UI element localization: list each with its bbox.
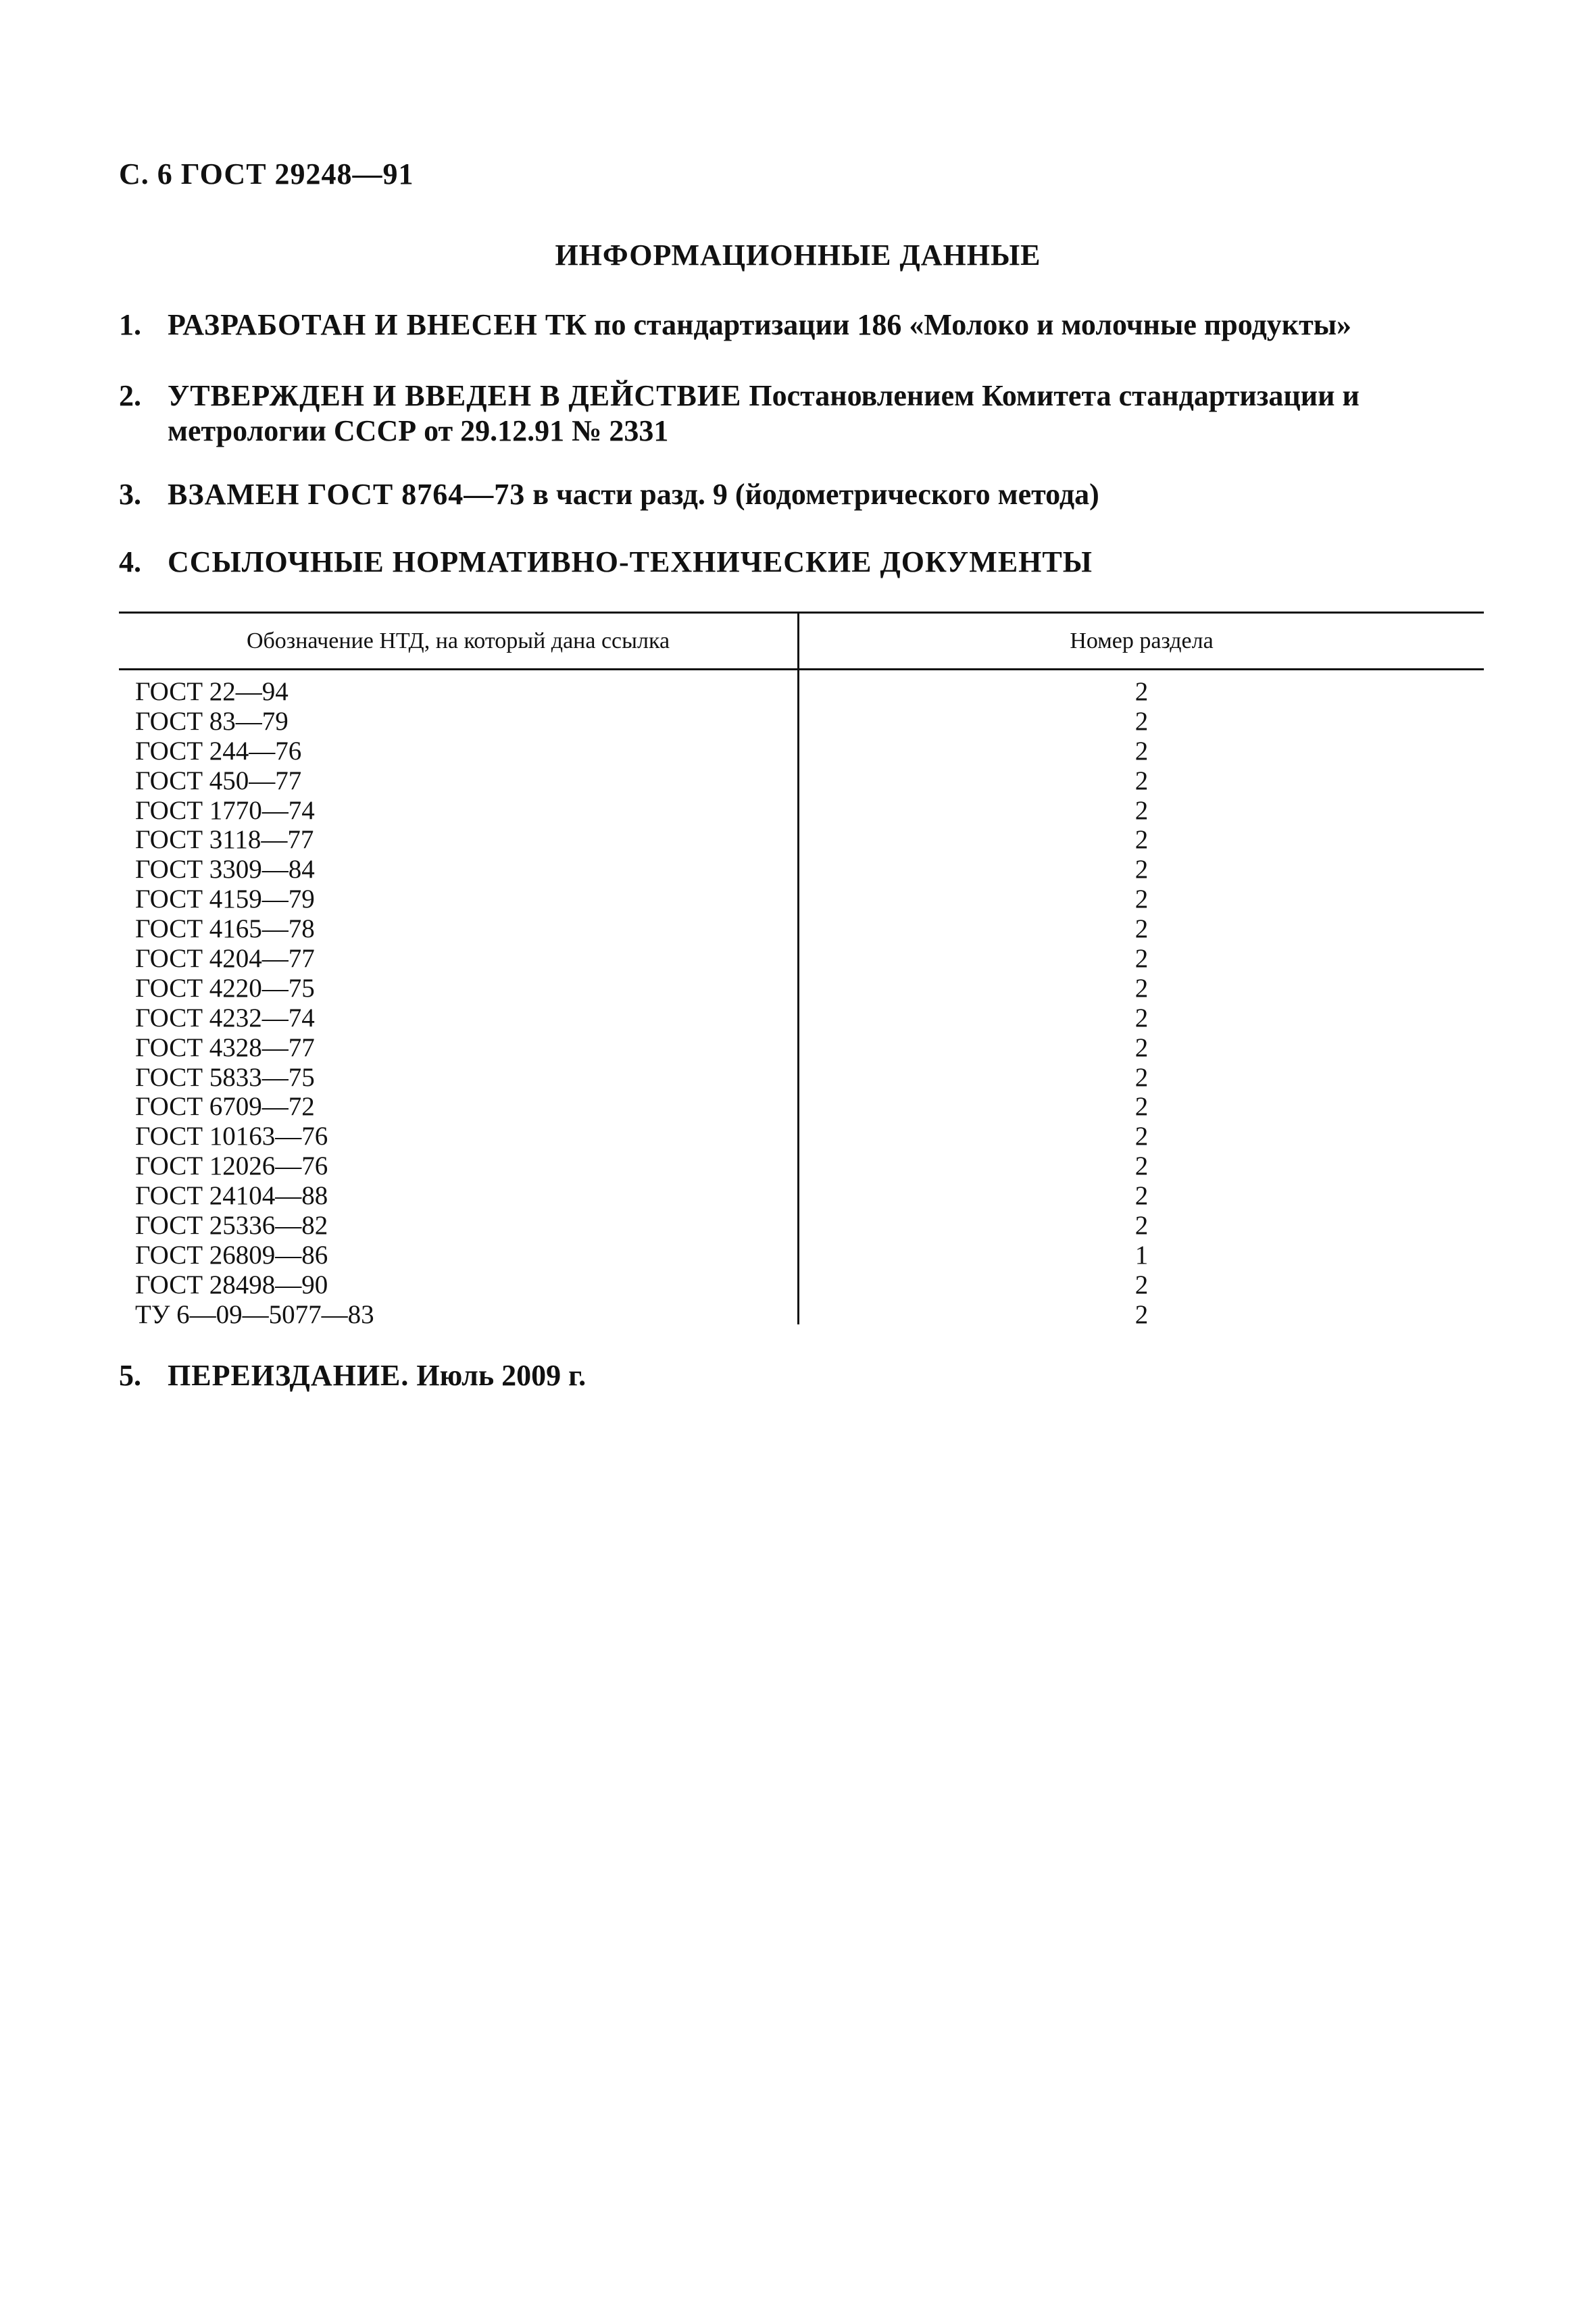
table-row — [119, 1181, 1484, 1211]
item-caps: УТВЕРЖДЕН И ВВЕДЕН В ДЕЙСТВИЕ — [168, 379, 742, 412]
row-section-number: 2 — [1134, 1211, 1149, 1241]
row-section-number: 2 — [1134, 825, 1149, 855]
row-section-number: 2 — [1134, 706, 1149, 736]
row-document-designation: ГОСТ 4220—75 — [135, 973, 315, 1003]
table-header-rule — [119, 668, 1484, 670]
section-title: ИНФОРМАЦИОННЫЕ ДАННЫЕ — [555, 239, 1041, 272]
table-row — [119, 1151, 1484, 1181]
row-document-designation: ТУ 6—09—5077—83 — [135, 1299, 374, 1329]
item-caps: ССЫЛОЧНЫЕ НОРМАТИВНО-ТЕХНИЧЕСКИЕ ДОКУМЕНТЫ — [168, 545, 1093, 578]
row-section-number: 2 — [1134, 973, 1149, 1003]
table-row — [119, 1033, 1484, 1063]
table-row — [119, 855, 1484, 885]
table-row — [119, 944, 1484, 974]
table-row — [119, 1270, 1484, 1300]
row-document-designation: ГОСТ 450—77 — [135, 766, 302, 795]
row-document-designation: ГОСТ 4204—77 — [135, 944, 315, 974]
page-header: С. 6 ГОСТ 29248—91 — [119, 157, 414, 191]
table-row — [119, 796, 1484, 826]
table-header-document: Обозначение НТД, на который дана ссылка — [246, 628, 670, 653]
table-row — [119, 1211, 1484, 1241]
item-caps: ВЗАМЕН ГОСТ 8764—73 — [168, 478, 526, 511]
table-row — [119, 885, 1484, 914]
row-document-designation: ГОСТ 25336—82 — [135, 1211, 328, 1241]
item-text — [168, 545, 1484, 580]
item-body: ТК по стандартизации 186 «Молоко и молочные продукты» — [545, 308, 1352, 341]
info-item-references — [119, 545, 1484, 580]
row-document-designation: ГОСТ 1770—74 — [135, 795, 315, 825]
table-row — [119, 1241, 1484, 1270]
table-row — [119, 1092, 1484, 1122]
table-row — [119, 677, 1484, 707]
row-section-number: 2 — [1134, 736, 1149, 766]
item-number: 1. — [119, 308, 141, 341]
row-document-designation: ГОСТ 244—76 — [135, 736, 302, 766]
info-item-approved — [119, 378, 1484, 449]
row-section-number: 2 — [1134, 795, 1149, 825]
row-section-number: 1 — [1134, 1240, 1149, 1270]
item-caps: РАЗРАБОТАН И ВНЕСЕН — [168, 308, 538, 341]
table-row — [119, 1063, 1484, 1093]
row-document-designation: ГОСТ 3118—77 — [135, 825, 314, 855]
row-section-number: 2 — [1134, 1122, 1149, 1151]
row-document-designation: ГОСТ 10163—76 — [135, 1122, 328, 1151]
table-header-section: Номер раздела — [1070, 628, 1214, 653]
row-document-designation: ГОСТ 83—79 — [135, 706, 289, 736]
row-document-designation: ГОСТ 5833—75 — [135, 1062, 315, 1092]
item-number: 5. — [119, 1359, 141, 1392]
row-document-designation: ГОСТ 4159—79 — [135, 885, 315, 914]
row-section-number: 2 — [1134, 1299, 1149, 1329]
row-section-number: 2 — [1134, 1181, 1149, 1211]
item-number: 4. — [119, 545, 141, 578]
row-section-number: 2 — [1134, 1092, 1149, 1122]
row-section-number: 2 — [1134, 885, 1149, 914]
table-row — [119, 1003, 1484, 1033]
table-row — [119, 737, 1484, 766]
row-document-designation: ГОСТ 4165—78 — [135, 914, 315, 944]
row-section-number: 2 — [1134, 1151, 1149, 1181]
row-section-number: 2 — [1134, 1003, 1149, 1032]
item-body: в части разд. 9 (йодометрического метода) — [532, 478, 1099, 511]
row-document-designation: ГОСТ 12026—76 — [135, 1151, 328, 1181]
table-row — [119, 1300, 1484, 1330]
item-body: Постановлением Комитета стандартизации и метрологии СССР от 29.12.91 № 2331 — [168, 379, 1360, 447]
row-document-designation: ГОСТ 4232—74 — [135, 1003, 315, 1032]
item-caps: ПЕРЕИЗДАНИЕ. — [168, 1359, 409, 1392]
info-item-developed — [119, 307, 1484, 343]
row-section-number: 2 — [1134, 855, 1149, 885]
info-item-reissue — [119, 1358, 1484, 1393]
row-section-number: 2 — [1134, 914, 1149, 944]
item-text — [168, 378, 1484, 449]
row-section-number: 2 — [1134, 677, 1149, 706]
row-section-number: 2 — [1134, 944, 1149, 974]
row-section-number: 2 — [1134, 1062, 1149, 1092]
row-section-number: 2 — [1134, 1270, 1149, 1299]
info-item-replaces — [119, 477, 1484, 512]
item-text — [168, 477, 1484, 512]
references-table — [119, 612, 1484, 1329]
item-text — [168, 1358, 1484, 1393]
item-number: 3. — [119, 478, 141, 511]
row-section-number: 2 — [1134, 1032, 1149, 1062]
row-document-designation: ГОСТ 4328—77 — [135, 1032, 315, 1062]
row-section-number: 2 — [1134, 766, 1149, 795]
item-body: Июль 2009 г. — [416, 1359, 587, 1392]
row-document-designation: ГОСТ 26809—86 — [135, 1240, 328, 1270]
table-body — [119, 677, 1484, 1330]
table-row — [119, 974, 1484, 1003]
table-top-rule — [119, 612, 1484, 614]
row-document-designation: ГОСТ 24104—88 — [135, 1181, 328, 1211]
row-document-designation: ГОСТ 22—94 — [135, 677, 289, 706]
table-row — [119, 707, 1484, 737]
row-document-designation: ГОСТ 3309—84 — [135, 855, 315, 885]
item-text — [168, 307, 1484, 343]
table-row — [119, 825, 1484, 855]
table-row — [119, 914, 1484, 944]
table-row — [119, 1122, 1484, 1151]
row-document-designation: ГОСТ 6709—72 — [135, 1092, 315, 1122]
item-number: 2. — [119, 379, 141, 412]
table-row — [119, 766, 1484, 796]
row-document-designation: ГОСТ 28498—90 — [135, 1270, 328, 1299]
